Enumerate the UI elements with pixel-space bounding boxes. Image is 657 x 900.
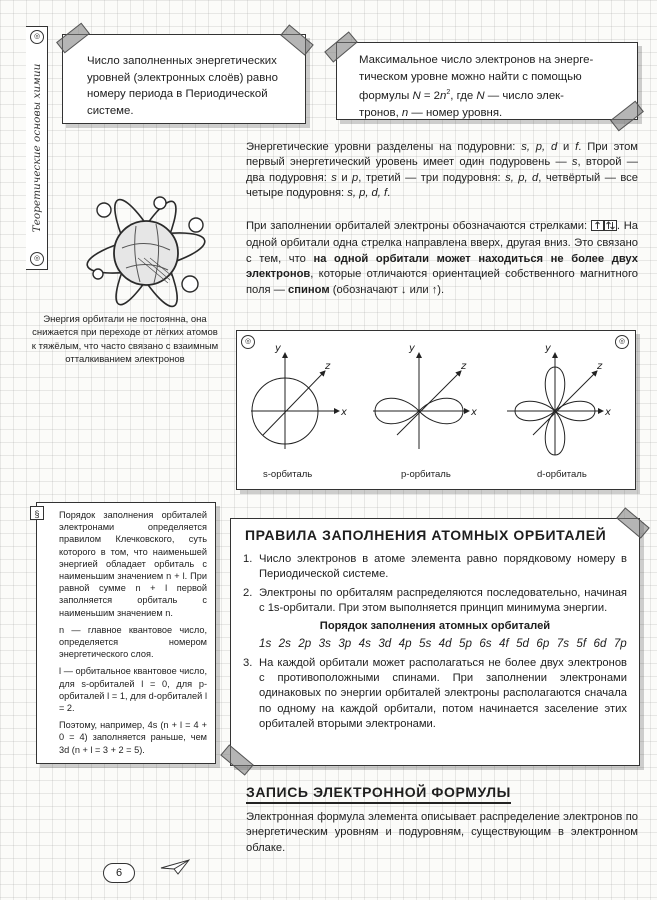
arrow-cells-icon	[591, 220, 617, 236]
rule-1: 1. Число электронов в атоме элемента равно порядковому номеру в Периодической системе.	[243, 553, 627, 581]
max-electrons-note	[336, 42, 638, 120]
orbital-item: 5f	[576, 636, 587, 650]
principal-number-note: n — главное квантовое число, определяется номером энергетического слоя.	[59, 624, 207, 660]
tape-decoration	[220, 744, 254, 775]
orbital-item: 6s	[479, 636, 492, 650]
orbital-item: 5p	[459, 636, 472, 650]
side-tab-label: Теоретические основы химии	[30, 63, 43, 233]
s-axis-z: z	[325, 361, 331, 372]
orbital-item: 1s	[259, 636, 272, 650]
orbital-item: 6d	[593, 636, 607, 650]
tape-decoration	[56, 23, 90, 54]
orbital-item: 6p	[536, 636, 550, 650]
d-axis-z: z	[597, 361, 603, 372]
orbital-item: 7s	[556, 636, 569, 650]
orbital-item: 5d	[516, 636, 529, 650]
tape-decoration	[324, 31, 358, 62]
klechkovsky-rule: Порядок заполнения орбиталей электронами определяется правилом Клечковского, суть которого в том, что наименьшей энергией обладает орбиталь с наименьшим значением n + l. При равной сумме n + l первой заполняется орбиталь с наименьшим значением n.	[59, 510, 207, 618]
corner-icon: ◎	[241, 335, 255, 349]
d-axis-y: y	[545, 343, 551, 354]
formula-section-text: Электронная формула элемента описывает распределение электронов по энергетическим уровням и подуровням, существующим в электронном облаке.	[246, 811, 638, 854]
atom-caption: Энергия орбитали не постоянна, она снижается при переходе от лёгких атомов к тяжёлым, что часто связано с взаимным отталкиванием электронов	[31, 314, 219, 366]
p-orbital-label: p-орбиталь	[401, 469, 451, 480]
orbital-item: 4d	[438, 636, 452, 650]
orbital-item: 4s	[358, 636, 371, 650]
s-orbital-label: s-орбиталь	[263, 469, 313, 480]
orbital-item: 2p	[298, 636, 312, 650]
orbital-number-note: l — орбитальное квантовое число, для s-орбиталей l = 0, для p-орбиталей l = 1, для d-орбиталей l = 2.	[59, 666, 207, 714]
max-electrons-text: Максимальное число электронов на энерге- тическом уровне можно найти с помощью формулы $N = 2n^2$, где N — число элек- тронов, n — номер уровня.	[359, 54, 594, 119]
rule-3: 3. На каждой орбитали может располагаться не более двух электронов с противоположными спинами. При заполнении электронами одинаковых по энергии орбиталей электроны располагаются сначала по одному на каждой орбитали, потом начинается заселение этих орбиталей вторыми электронами.	[243, 656, 627, 731]
orbital-item: 5s	[419, 636, 432, 650]
formula-section-title: ЗАПИСЬ ЭЛЕКТРОННОЙ ФОРМУЛЫ	[246, 784, 511, 804]
orbital-order-sequence	[243, 637, 627, 650]
periods-note	[62, 34, 306, 124]
s-axis-x: x	[341, 407, 347, 418]
energy-levels-paragraph: Энергетические уровни разделены на подуровни: s, p, d и f. При этом первый энергетический уровень имеет один подуровень — s, второй — два подуровня: s и p, третий — три подуровня: s, p, d, четвёртый — все четыре подуровня: s, p, d, f.	[246, 141, 638, 200]
s-axis-y: y	[275, 343, 281, 354]
orbital-item: 4f	[499, 636, 509, 650]
orbital-item: 3d	[378, 636, 392, 650]
periods-text: Число заполненных энергетических уровней (электронных слоёв) равно номеру периода в Периодической системе.	[87, 55, 278, 117]
paper-plane-icon	[160, 858, 190, 881]
tape-decoration	[280, 24, 314, 55]
page-number: 6	[103, 863, 135, 883]
atom-illustration	[78, 188, 218, 313]
orbital-item: 2s	[278, 636, 291, 650]
klechkovsky-note	[36, 502, 216, 764]
example-note: Поэтому, например, 4s (n + l = 4 + 0 = 4) заполняется раньше, чем 3d (n + l = 3 + 2 = 5).	[59, 720, 207, 755]
klechkovsky-icon: §	[30, 506, 44, 520]
p-axis-x: x	[471, 407, 477, 418]
orbital-item: 3s	[318, 636, 331, 650]
orbital-filling-paragraph: При заполнении орбиталей электроны обозначаются стрелками: . На одной орбитали одна стрелка направлена вверх, другая вниз. Это связано с тем, что на одной орбитали может находиться не более двух электронов, которые отличаются ориентацией собственного магнитного поля — спином (обозначают ↓ или ↑).	[246, 220, 638, 296]
orbital-item: 7p	[613, 636, 627, 650]
tab-bottom-icon: ◎	[30, 252, 44, 266]
tab-top-icon: ◎	[30, 30, 44, 44]
side-tab	[26, 26, 48, 270]
p-axis-y: y	[409, 343, 415, 354]
p-axis-z: z	[461, 361, 467, 372]
orbital-item: 4p	[398, 636, 412, 650]
orbital-item: 3p	[338, 636, 352, 650]
d-axis-x: x	[605, 407, 611, 418]
rules-title: ПРАВИЛА ЗАПОЛНЕНИЯ АТОМНЫХ ОРБИТАЛЕЙ	[245, 527, 607, 543]
d-orbital-label: d-орбиталь	[537, 469, 587, 480]
corner-icon: ◎	[615, 335, 629, 349]
orbitals-diagram	[236, 330, 636, 490]
order-title: Порядок заполнения атомных орбиталей	[319, 619, 551, 632]
rule-2: 2. Электроны по орбиталям распределяются последовательно, начиная с 1s-орбитали. При этом выполняется принцип минимума энергии.	[243, 586, 627, 615]
rules-box	[230, 518, 640, 766]
